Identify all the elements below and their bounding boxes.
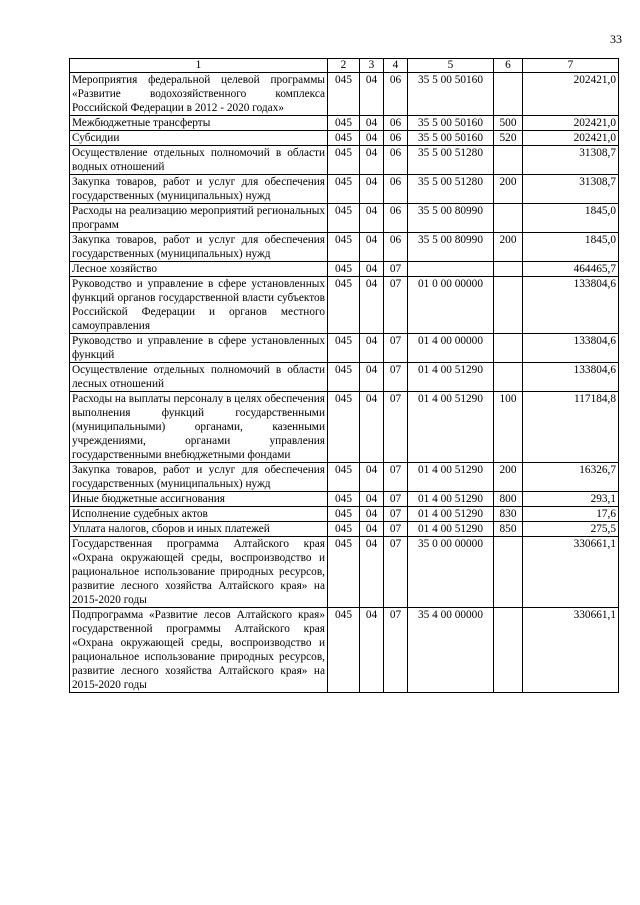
department-code-cell: 045: [328, 522, 360, 537]
amount-cell: 31308,7: [523, 146, 619, 175]
table-body: [70, 73, 619, 693]
table-row: [70, 522, 619, 537]
department-code-cell: 045: [328, 131, 360, 146]
section-code-cell: 04: [360, 204, 384, 233]
department-code-cell: 045: [328, 204, 360, 233]
section-code-cell: 04: [360, 73, 384, 116]
section-code-cell: 04: [360, 116, 384, 131]
subsection-code-cell: 06: [384, 131, 408, 146]
table-row: [70, 334, 619, 363]
department-code-cell: 045: [328, 392, 360, 463]
section-code-cell: 04: [360, 522, 384, 537]
expense-name-cell: Осуществление отдельных полномочий в области водных отношений: [70, 146, 328, 175]
subsection-code-cell: 07: [384, 262, 408, 277]
subsection-code-cell: 06: [384, 175, 408, 204]
table-row: [70, 608, 619, 693]
amount-cell: 133804,6: [523, 363, 619, 392]
target-article-cell: 01 4 00 51290: [408, 507, 494, 522]
expense-name-cell: Уплата налогов, сборов и иных платежей: [70, 522, 328, 537]
amount-cell: 17,6: [523, 507, 619, 522]
department-code-cell: 045: [328, 537, 360, 608]
expense-name-cell: Расходы на реализацию мероприятий региональных программ: [70, 204, 328, 233]
amount-cell: 16326,7: [523, 463, 619, 492]
subsection-code-cell: 06: [384, 233, 408, 262]
page-number: 33: [610, 32, 622, 46]
department-code-cell: 045: [328, 463, 360, 492]
subsection-code-cell: 06: [384, 73, 408, 116]
table-row: [70, 73, 619, 116]
column-header: 4: [384, 59, 408, 73]
expense-name-cell: Государственная программа Алтайского края «Охрана окружающей среды, воспроизводство и рациональное использование природных ресурсов, развитие лесного хозяйства Алтайского края» на 2015-2020 годы: [70, 537, 328, 608]
expense-type-cell: 800: [494, 492, 523, 507]
amount-cell: 275,5: [523, 522, 619, 537]
target-article-cell: 01 0 00 00000: [408, 277, 494, 334]
target-article-cell: 01 4 00 00000: [408, 334, 494, 363]
target-article-cell: 01 4 00 51290: [408, 522, 494, 537]
table-row: [70, 116, 619, 131]
subsection-code-cell: 07: [384, 363, 408, 392]
expense-type-cell: [494, 334, 523, 363]
expense-type-cell: [494, 363, 523, 392]
target-article-cell: 35 5 00 50160: [408, 131, 494, 146]
section-code-cell: 04: [360, 463, 384, 492]
section-code-cell: 04: [360, 507, 384, 522]
expense-type-cell: [494, 608, 523, 693]
amount-cell: 31308,7: [523, 175, 619, 204]
subsection-code-cell: 07: [384, 334, 408, 363]
target-article-cell: 35 5 00 51280: [408, 146, 494, 175]
amount-cell: 202421,0: [523, 131, 619, 146]
table-row: [70, 463, 619, 492]
section-code-cell: 04: [360, 233, 384, 262]
section-code-cell: 04: [360, 277, 384, 334]
expense-type-cell: [494, 73, 523, 116]
section-code-cell: 04: [360, 608, 384, 693]
subsection-code-cell: 06: [384, 116, 408, 131]
column-header: 2: [328, 59, 360, 73]
budget-table: [69, 58, 619, 693]
column-header: 7: [523, 59, 619, 73]
target-article-cell: 35 5 00 80990: [408, 233, 494, 262]
amount-cell: 117184,8: [523, 392, 619, 463]
table-row: [70, 277, 619, 334]
table-row: [70, 146, 619, 175]
target-article-cell: 35 5 00 51280: [408, 175, 494, 204]
section-code-cell: 04: [360, 537, 384, 608]
expense-type-cell: 100: [494, 392, 523, 463]
department-code-cell: 045: [328, 73, 360, 116]
department-code-cell: 045: [328, 262, 360, 277]
target-article-cell: 35 4 00 00000: [408, 608, 494, 693]
column-header: 3: [360, 59, 384, 73]
expense-type-cell: 200: [494, 175, 523, 204]
expense-name-cell: Иные бюджетные ассигнования: [70, 492, 328, 507]
expense-type-cell: [494, 146, 523, 175]
subsection-code-cell: 07: [384, 277, 408, 334]
section-code-cell: 04: [360, 334, 384, 363]
subsection-code-cell: 06: [384, 146, 408, 175]
section-code-cell: 04: [360, 262, 384, 277]
amount-cell: 330661,1: [523, 537, 619, 608]
amount-cell: 293,1: [523, 492, 619, 507]
expense-name-cell: Лесное хозяйство: [70, 262, 328, 277]
amount-cell: 1845,0: [523, 233, 619, 262]
expense-name-cell: Руководство и управление в сфере установленных функций органов государственной власти субъектов Российской Федерации и органов местного самоуправления: [70, 277, 328, 334]
department-code-cell: 045: [328, 233, 360, 262]
column-header: 6: [494, 59, 523, 73]
expense-type-cell: 200: [494, 463, 523, 492]
table-row: [70, 537, 619, 608]
subsection-code-cell: 07: [384, 492, 408, 507]
section-code-cell: 04: [360, 492, 384, 507]
expense-type-cell: [494, 537, 523, 608]
table-row: [70, 492, 619, 507]
amount-cell: 133804,6: [523, 334, 619, 363]
expense-type-cell: [494, 277, 523, 334]
target-article-cell: [408, 262, 494, 277]
amount-cell: 1845,0: [523, 204, 619, 233]
amount-cell: 133804,6: [523, 277, 619, 334]
expense-type-cell: [494, 262, 523, 277]
section-code-cell: 04: [360, 363, 384, 392]
expense-name-cell: Закупка товаров, работ и услуг для обеспечения государственных (муниципальных) нужд: [70, 175, 328, 204]
subsection-code-cell: 06: [384, 204, 408, 233]
department-code-cell: 045: [328, 363, 360, 392]
subsection-code-cell: 07: [384, 392, 408, 463]
department-code-cell: 045: [328, 116, 360, 131]
subsection-code-cell: 07: [384, 507, 408, 522]
department-code-cell: 045: [328, 175, 360, 204]
expense-type-cell: 520: [494, 131, 523, 146]
department-code-cell: 045: [328, 507, 360, 522]
expense-name-cell: Закупка товаров, работ и услуг для обеспечения государственных (муниципальных) нужд: [70, 463, 328, 492]
target-article-cell: 01 4 00 51290: [408, 492, 494, 507]
table-row: [70, 175, 619, 204]
expense-name-cell: Подпрограмма «Развитие лесов Алтайского края» государственной программы Алтайского края «Охрана окружающей среды, воспроизводство и рациональное использование природных ресурсов, развитие лесного хозяйства Алтайского края» на 2015-2020 годы: [70, 608, 328, 693]
expense-name-cell: Осуществление отдельных полномочий в области лесных отношений: [70, 363, 328, 392]
expense-name-cell: Закупка товаров, работ и услуг для обеспечения государственных (муниципальных) нужд: [70, 233, 328, 262]
expense-type-cell: 500: [494, 116, 523, 131]
table-row: [70, 131, 619, 146]
expense-name-cell: Руководство и управление в сфере установленных функций: [70, 334, 328, 363]
department-code-cell: 045: [328, 334, 360, 363]
subsection-code-cell: 07: [384, 463, 408, 492]
table-row: [70, 507, 619, 522]
amount-cell: 202421,0: [523, 116, 619, 131]
expense-name-cell: Субсидии: [70, 131, 328, 146]
department-code-cell: 045: [328, 146, 360, 175]
section-code-cell: 04: [360, 146, 384, 175]
target-article-cell: 35 5 00 50160: [408, 73, 494, 116]
table-row: [70, 262, 619, 277]
table-row: [70, 392, 619, 463]
expense-type-cell: 830: [494, 507, 523, 522]
expense-name-cell: Мероприятия федеральной целевой программы «Развитие водохозяйственного комплекса Российской Федерации в 2012 - 2020 годах»: [70, 73, 328, 116]
column-header: 5: [408, 59, 494, 73]
target-article-cell: 01 4 00 51290: [408, 392, 494, 463]
subsection-code-cell: 07: [384, 608, 408, 693]
expense-type-cell: 200: [494, 233, 523, 262]
section-code-cell: 04: [360, 392, 384, 463]
table-row: [70, 363, 619, 392]
target-article-cell: 35 0 00 00000: [408, 537, 494, 608]
subsection-code-cell: 07: [384, 537, 408, 608]
expense-name-cell: Исполнение судебных актов: [70, 507, 328, 522]
section-code-cell: 04: [360, 175, 384, 204]
expense-name-cell: Расходы на выплаты персоналу в целях обеспечения выполнения функций государственными (муниципальными) органами, казенными учреждениями, органами управления государственными внебюджетными фондами: [70, 392, 328, 463]
target-article-cell: 01 4 00 51290: [408, 463, 494, 492]
target-article-cell: 35 5 00 50160: [408, 116, 494, 131]
column-header: 1: [70, 59, 328, 73]
table-row: [70, 233, 619, 262]
table-row: [70, 204, 619, 233]
target-article-cell: 01 4 00 51290: [408, 363, 494, 392]
amount-cell: 464465,7: [523, 262, 619, 277]
section-code-cell: 04: [360, 131, 384, 146]
target-article-cell: 35 5 00 80990: [408, 204, 494, 233]
expense-name-cell: Межбюджетные трансферты: [70, 116, 328, 131]
amount-cell: 202421,0: [523, 73, 619, 116]
subsection-code-cell: 07: [384, 522, 408, 537]
department-code-cell: 045: [328, 492, 360, 507]
department-code-cell: 045: [328, 608, 360, 693]
expense-type-cell: 850: [494, 522, 523, 537]
amount-cell: 330661,1: [523, 608, 619, 693]
department-code-cell: 045: [328, 277, 360, 334]
table-header-row: [70, 59, 619, 73]
expense-type-cell: [494, 204, 523, 233]
